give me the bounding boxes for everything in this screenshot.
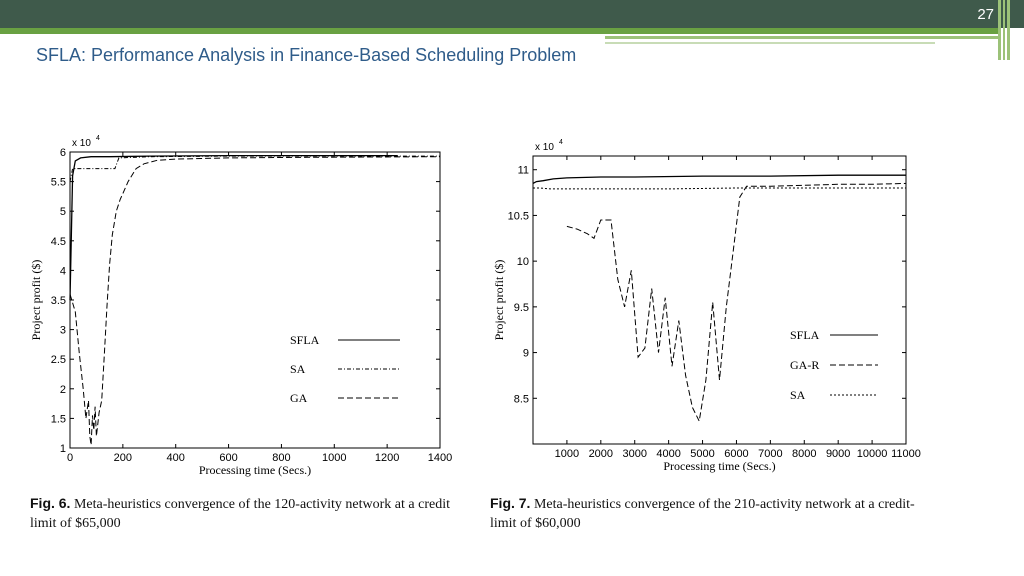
caption-fig6-label: Fig. 6.	[30, 495, 71, 511]
legend-label-sfla: SFLA	[290, 333, 320, 347]
y-tick-label: 1.5	[50, 413, 66, 426]
figure-6	[28, 130, 468, 480]
series-line-sfla	[70, 156, 398, 300]
series-line-sa	[70, 156, 440, 182]
chart-fig6	[28, 130, 468, 480]
caption-fig7-text: Meta-heuristics convergence of the 210-activity network at a credit-limit of $60,000	[490, 497, 915, 531]
series-line-sa	[533, 188, 906, 189]
y-tick-label: 3	[59, 324, 66, 337]
x-tick-label: 400	[166, 452, 185, 464]
x-tick-label: 1000	[554, 448, 580, 460]
header-bar	[0, 0, 1024, 28]
y-multiplier: x 10	[72, 138, 91, 149]
slide-number: 27	[977, 6, 994, 23]
y-tick-label: 3.5	[50, 295, 66, 307]
y-tick-label: 9	[522, 347, 529, 360]
y-tick-label: 10	[516, 256, 529, 269]
x-tick-label: 5000	[690, 448, 715, 460]
legend-label-sa: SA	[290, 362, 306, 376]
plot-frame	[533, 156, 906, 444]
y-tick-label: 6	[59, 147, 66, 159]
x-tick-label: 9000	[825, 448, 851, 460]
caption-fig6	[30, 494, 470, 533]
x-axis-label: Processing time (Secs.)	[198, 463, 312, 477]
legend-label-ga-r: GA-R	[790, 358, 820, 372]
x-tick-label: 0	[66, 452, 74, 464]
x-tick-label: 8000	[792, 448, 817, 460]
series-line-ga-r	[567, 183, 906, 421]
y-tick-label: 10.5	[507, 210, 529, 223]
y-tick-label: 4.5	[50, 235, 66, 248]
x-tick-label: 1000	[322, 452, 347, 464]
series-line-ga	[70, 157, 440, 445]
x-tick-label: 1200	[374, 452, 400, 464]
header-accent-stripe	[0, 28, 1000, 34]
y-tick-label: 8.5	[513, 393, 529, 406]
y-tick-label: 4	[59, 265, 66, 278]
figure-7	[488, 130, 928, 480]
x-tick-label: 4000	[656, 448, 681, 460]
x-tick-label: 1400	[427, 452, 453, 464]
y-tick-label: 2	[59, 383, 66, 396]
x-tick-label: 800	[272, 452, 291, 464]
corner-decoration	[998, 0, 1010, 60]
y-tick-label: 9.5	[513, 301, 529, 314]
x-tick-label: 600	[219, 452, 238, 464]
x-tick-label: 2000	[588, 448, 614, 460]
y-tick-label: 2.5	[50, 354, 66, 367]
x-axis-label: Processing time (Secs.)	[663, 459, 776, 473]
legend-label-ga: GA	[290, 391, 308, 405]
y-tick-label: 5	[59, 206, 66, 219]
legend-label-sfla: SFLA	[790, 328, 820, 342]
y-tick-label: 5.5	[50, 176, 66, 189]
caption-fig6-text: Meta-heuristics convergence of the 120-activity network at a credit limit of $65,000	[30, 497, 450, 531]
x-tick-label: 6000	[724, 448, 749, 460]
x-tick-label: 11000	[891, 448, 921, 460]
title-underline	[605, 36, 1000, 39]
legend-label-sa: SA	[790, 388, 806, 402]
caption-fig7-label: Fig. 7.	[490, 495, 531, 511]
x-tick-label: 10000	[856, 448, 888, 460]
x-tick-label: 7000	[758, 448, 783, 460]
y-axis-label: Project profit ($)	[29, 259, 43, 341]
y-tick-label: 1	[59, 443, 66, 455]
y-axis-label: Project profit ($)	[492, 259, 506, 341]
slide-title: SFLA: Performance Analysis in Finance-Based Scheduling Problem	[36, 45, 577, 65]
y-multiplier-exponent: 4	[559, 139, 563, 146]
caption-fig7	[490, 494, 940, 533]
y-tick-label: 11	[517, 164, 529, 177]
x-tick-label: 200	[113, 452, 133, 464]
title-underline-light	[605, 42, 935, 44]
y-multiplier-exponent: 4	[96, 135, 100, 142]
series-line-sfla	[533, 175, 906, 183]
x-tick-label: 3000	[622, 448, 647, 460]
plot-frame	[70, 152, 440, 448]
chart-fig7	[488, 130, 928, 480]
y-multiplier: x 10	[535, 142, 554, 153]
